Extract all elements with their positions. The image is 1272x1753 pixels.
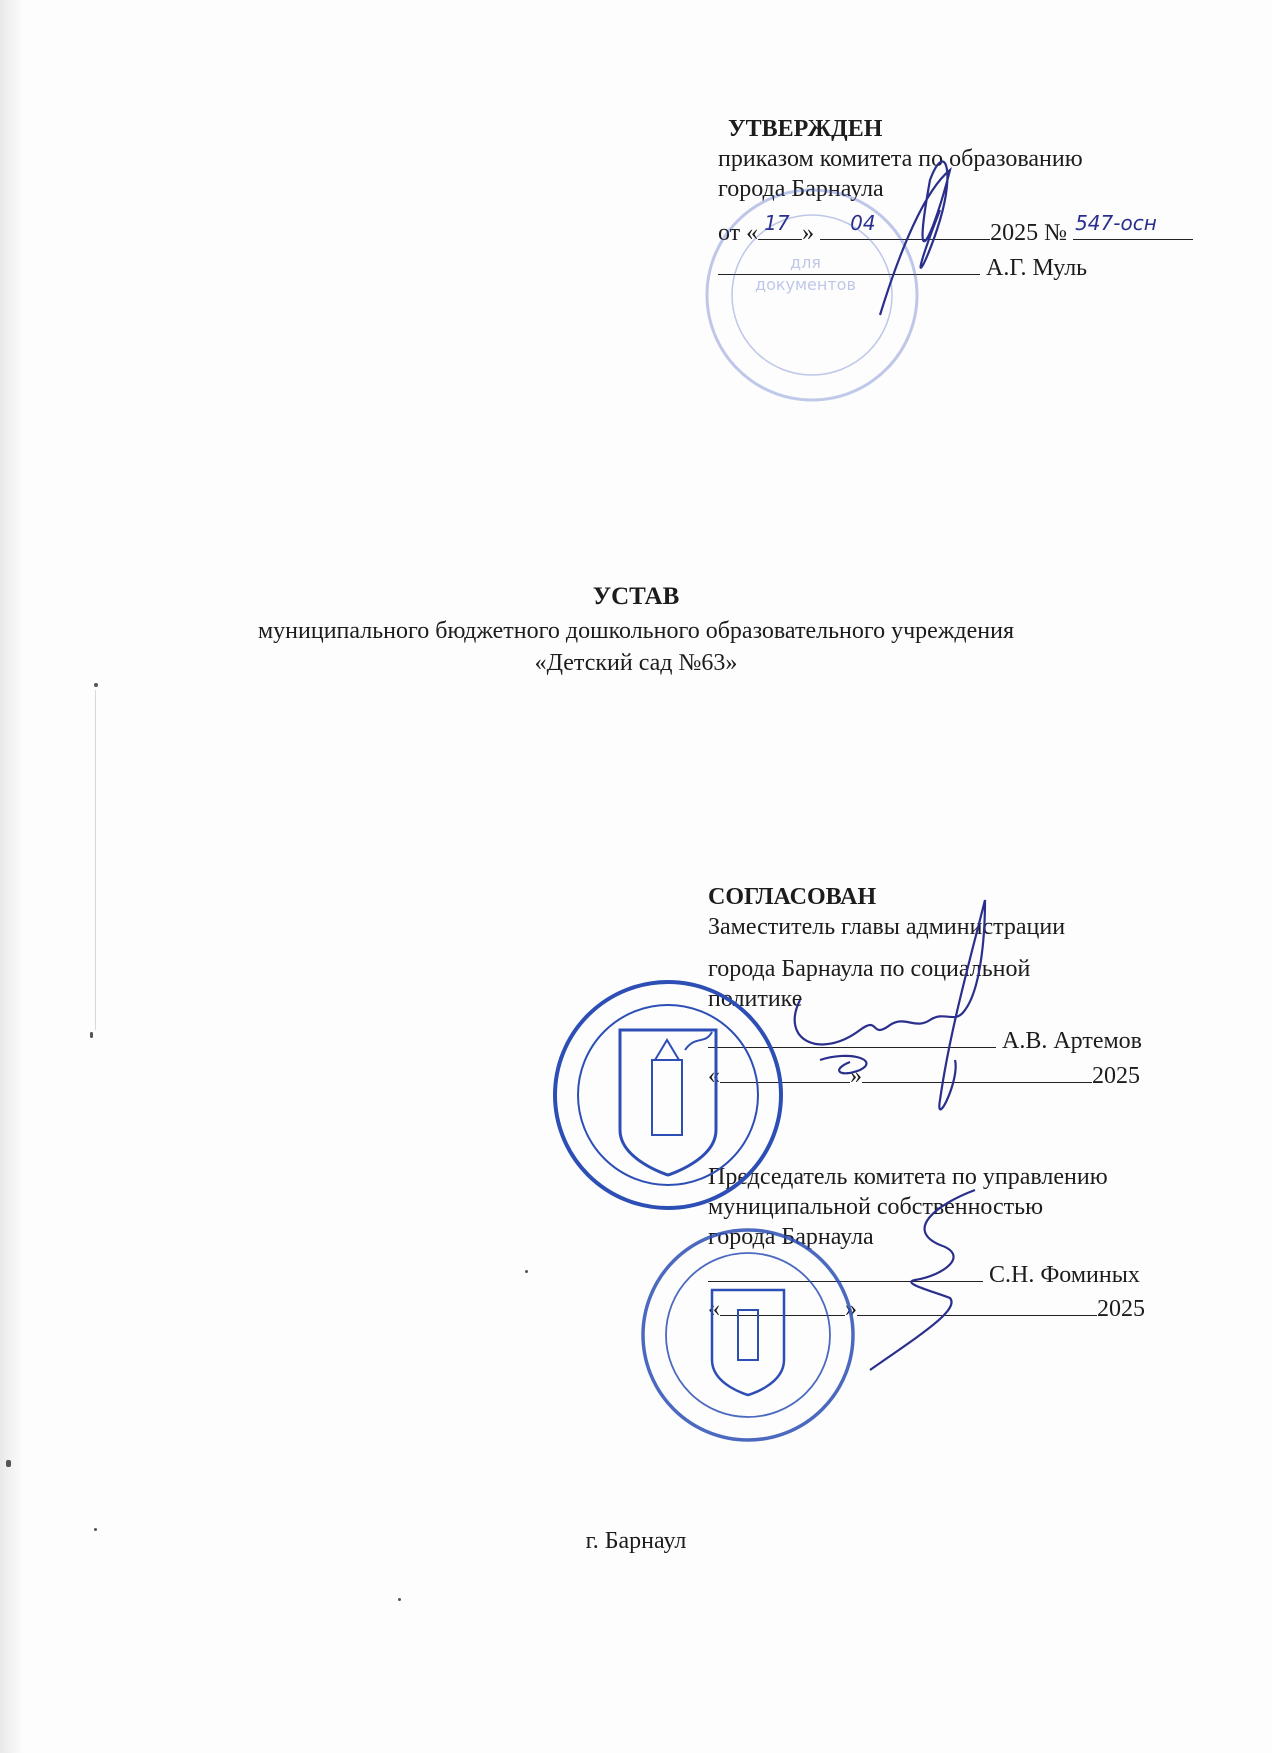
- approval-date-mid: »: [802, 220, 815, 246]
- approval-line-2: города Барнаула: [718, 176, 884, 202]
- scan-speck: [6, 1460, 11, 1467]
- agreed-block1-signatory: А.В. Артемов: [1002, 1028, 1143, 1054]
- approval-heading: УТВЕРЖДЕН: [728, 116, 883, 142]
- svg-text:документов: документов: [755, 275, 856, 294]
- approval-year-number: 2025 №: [990, 220, 1068, 246]
- agreed-block1-signature-line: [708, 1025, 1142, 1055]
- scan-speck: [525, 1270, 528, 1273]
- approval-date-line: [718, 211, 1193, 247]
- agreed-block2-date-close: »: [845, 1296, 857, 1322]
- agreed-block1-signature-blank: [708, 1025, 996, 1048]
- scan-speck: [94, 1528, 97, 1531]
- scan-speck: [90, 1032, 93, 1038]
- agreed-block1-month-blank: [862, 1060, 1092, 1083]
- agreed-block2-date-line: [708, 1293, 1145, 1323]
- agreed-block2-signature-line: [708, 1259, 1140, 1289]
- approval-handwritten-day: 17: [764, 211, 790, 235]
- agreed-block2-line-2: муниципальной собственностью: [708, 1194, 1044, 1220]
- agreed-block1-day-blank: [720, 1060, 850, 1083]
- agreed-block1-date-open: «: [708, 1063, 720, 1089]
- document-title: УСТАВ: [592, 583, 680, 610]
- agreed-heading: СОГЛАСОВАН: [708, 884, 877, 910]
- agreed-block2-signatory: С.Н. Фоминых: [989, 1262, 1140, 1288]
- svg-text:для: для: [790, 253, 821, 272]
- approval-day-blank: [758, 211, 802, 240]
- document-subtitle-line-1: муниципального бюджетного дошкольного образовательного учреждения: [257, 618, 1015, 644]
- approval-line-1: приказом комитета по образованию: [718, 146, 1083, 172]
- agreed-block1-year: 2025: [1092, 1063, 1140, 1089]
- scan-shadow-edge: [0, 0, 24, 1753]
- approval-handwritten-number: 547-осн: [1075, 211, 1157, 235]
- agreed-block2-line-3: города Барнаула: [708, 1224, 874, 1250]
- agreed-block1-date-close: »: [850, 1063, 862, 1089]
- document-subtitle-line-2: «Детский сад №63»: [534, 650, 738, 676]
- approval-month-blank: [820, 211, 990, 240]
- agreed-block2-date-open: «: [708, 1296, 720, 1322]
- scan-fold-mark: [95, 690, 96, 1030]
- scan-speck: [398, 1598, 401, 1601]
- approval-date-prefix: от «: [718, 220, 759, 246]
- scan-speck: [94, 683, 98, 687]
- approval-handwritten-month: 04: [850, 211, 876, 235]
- agreed-block2-day-blank: [720, 1293, 845, 1316]
- agreed-block1-line-1: Заместитель главы администрации: [708, 914, 1066, 940]
- agreed-block2-month-blank: [857, 1293, 1097, 1316]
- agreed-block1-date-line: [708, 1060, 1140, 1090]
- agreed-block2-signature-blank: [708, 1259, 983, 1282]
- agreed-block2-year: 2025: [1097, 1296, 1145, 1322]
- approval-signature-blank: [718, 252, 980, 275]
- approval-number-blank: [1073, 211, 1193, 240]
- agreed-block2-line-1: Председатель комитета по управлению: [708, 1164, 1108, 1190]
- approval-signatory: А.Г. Муль: [986, 255, 1088, 281]
- agreed-block1-line-2: города Барнаула по социальной: [708, 956, 1031, 982]
- approval-signature-line: [718, 252, 1087, 282]
- footer-city: г. Барнаул: [585, 1528, 687, 1554]
- agreed-block1-line-3: политике: [708, 986, 803, 1012]
